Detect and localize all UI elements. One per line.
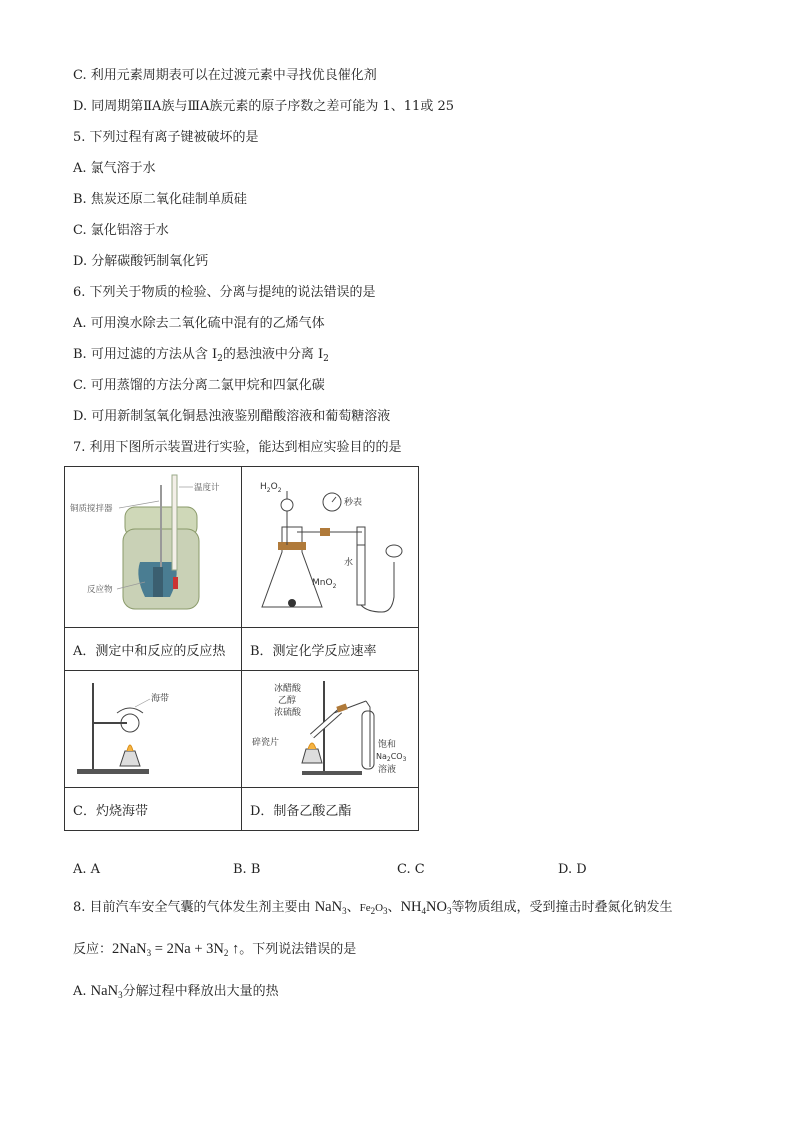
- q5-option-b: B. 焦炭还原二氧化硅制单质硅: [73, 192, 247, 207]
- label-ethanol: 乙醇: [278, 696, 297, 706]
- label-porcelain-chips: 碎瓷片: [252, 738, 280, 748]
- q6-option-b: B. 可用过滤的方法从含 $I_2$的悬浊液中分离 $I_2$: [73, 347, 329, 364]
- q6-option-d: D. 可用新制氢氧化铜悬浊液鉴别醋酸溶液和葡萄糖溶液: [73, 409, 391, 424]
- caption-b: B．测定化学反应速率: [242, 628, 419, 671]
- figure-a-calorimeter: [65, 467, 242, 628]
- apparatus-figure-table: [64, 466, 419, 831]
- label-thermometer: 温度计: [194, 483, 220, 493]
- question-8-line-2: 反应：$2NaN_3 = 2Na + 3N_2$ ↑。下列说法错误的是: [73, 941, 357, 958]
- q8-option-a: A. NaN$_3$分解过程中释放出大量的热: [73, 983, 279, 1000]
- q5-option-a: A. 氯气溶于水: [73, 161, 156, 176]
- label-reactant: 反应物: [87, 585, 113, 595]
- question-6: 6. 下列关于物质的检验、分离与提纯的说法错误的是: [73, 285, 376, 300]
- caption-a: A．测定中和反应的反应热: [65, 628, 242, 671]
- question-7: 7. 利用下图所示装置进行实验，能达到相应实验目的的是: [73, 440, 402, 455]
- q4-option-c: C. 利用元素周期表可以在过渡元素中寻找优良催化剂: [73, 68, 377, 83]
- question-5: 5. 下列过程有离子键被破坏的是: [73, 130, 259, 145]
- question-8-line-1: 8. 目前汽车安全气囊的气体发生剂主要由 NaN$_3$、$Fe_2O_3$、$NH_4NO_3$等物质组成，受到撞击时叠氮化钠发生: [73, 899, 673, 916]
- q5-option-c: C. 氯化铝溶于水: [73, 223, 169, 238]
- label-na2co3: $Na_2CO_3$: [376, 752, 407, 763]
- figure-d-ester-prep: [242, 671, 419, 788]
- q7-option-c: C. C: [397, 862, 425, 877]
- q6-option-a: A. 可用溴水除去二氧化硫中混有的乙烯气体: [73, 316, 325, 331]
- figure-c-burning-kelp: [65, 671, 242, 788]
- label-copper-stirrer: 铜质搅拌器: [70, 504, 113, 514]
- caption-c: C．灼烧海带: [65, 788, 242, 831]
- q7-option-b: B. B: [233, 862, 261, 877]
- label-glacial-acetic-acid: 冰醋酸: [274, 684, 302, 694]
- label-h2o2: $H_2O_2$: [260, 482, 282, 494]
- label-conc-sulfuric-acid: 浓硫酸: [274, 708, 302, 718]
- q6-option-c: C. 可用蒸馏的方法分离二氯甲烷和四氯化碳: [73, 378, 325, 393]
- label-mno2: MnO$_2$: [312, 578, 337, 590]
- label-water: 水: [344, 558, 354, 568]
- q5-option-d: D. 分解碳酸钙制氧化钙: [73, 254, 209, 269]
- label-kelp: 海带: [151, 694, 170, 704]
- q4-option-d: D. 同周期第ⅡA族与ⅢA族元素的原子序数之差可能为 1、11或 25: [73, 99, 454, 114]
- figure-b-rate-apparatus: [242, 467, 419, 628]
- label-saturated: 饱和: [378, 740, 397, 750]
- q7-option-a: A. A: [73, 862, 101, 877]
- caption-d: D．制备乙酸乙酯: [242, 788, 419, 831]
- q7-option-d: D. D: [558, 862, 587, 877]
- label-solution: 溶液: [378, 765, 397, 775]
- label-stopwatch: 秒表: [344, 498, 363, 508]
